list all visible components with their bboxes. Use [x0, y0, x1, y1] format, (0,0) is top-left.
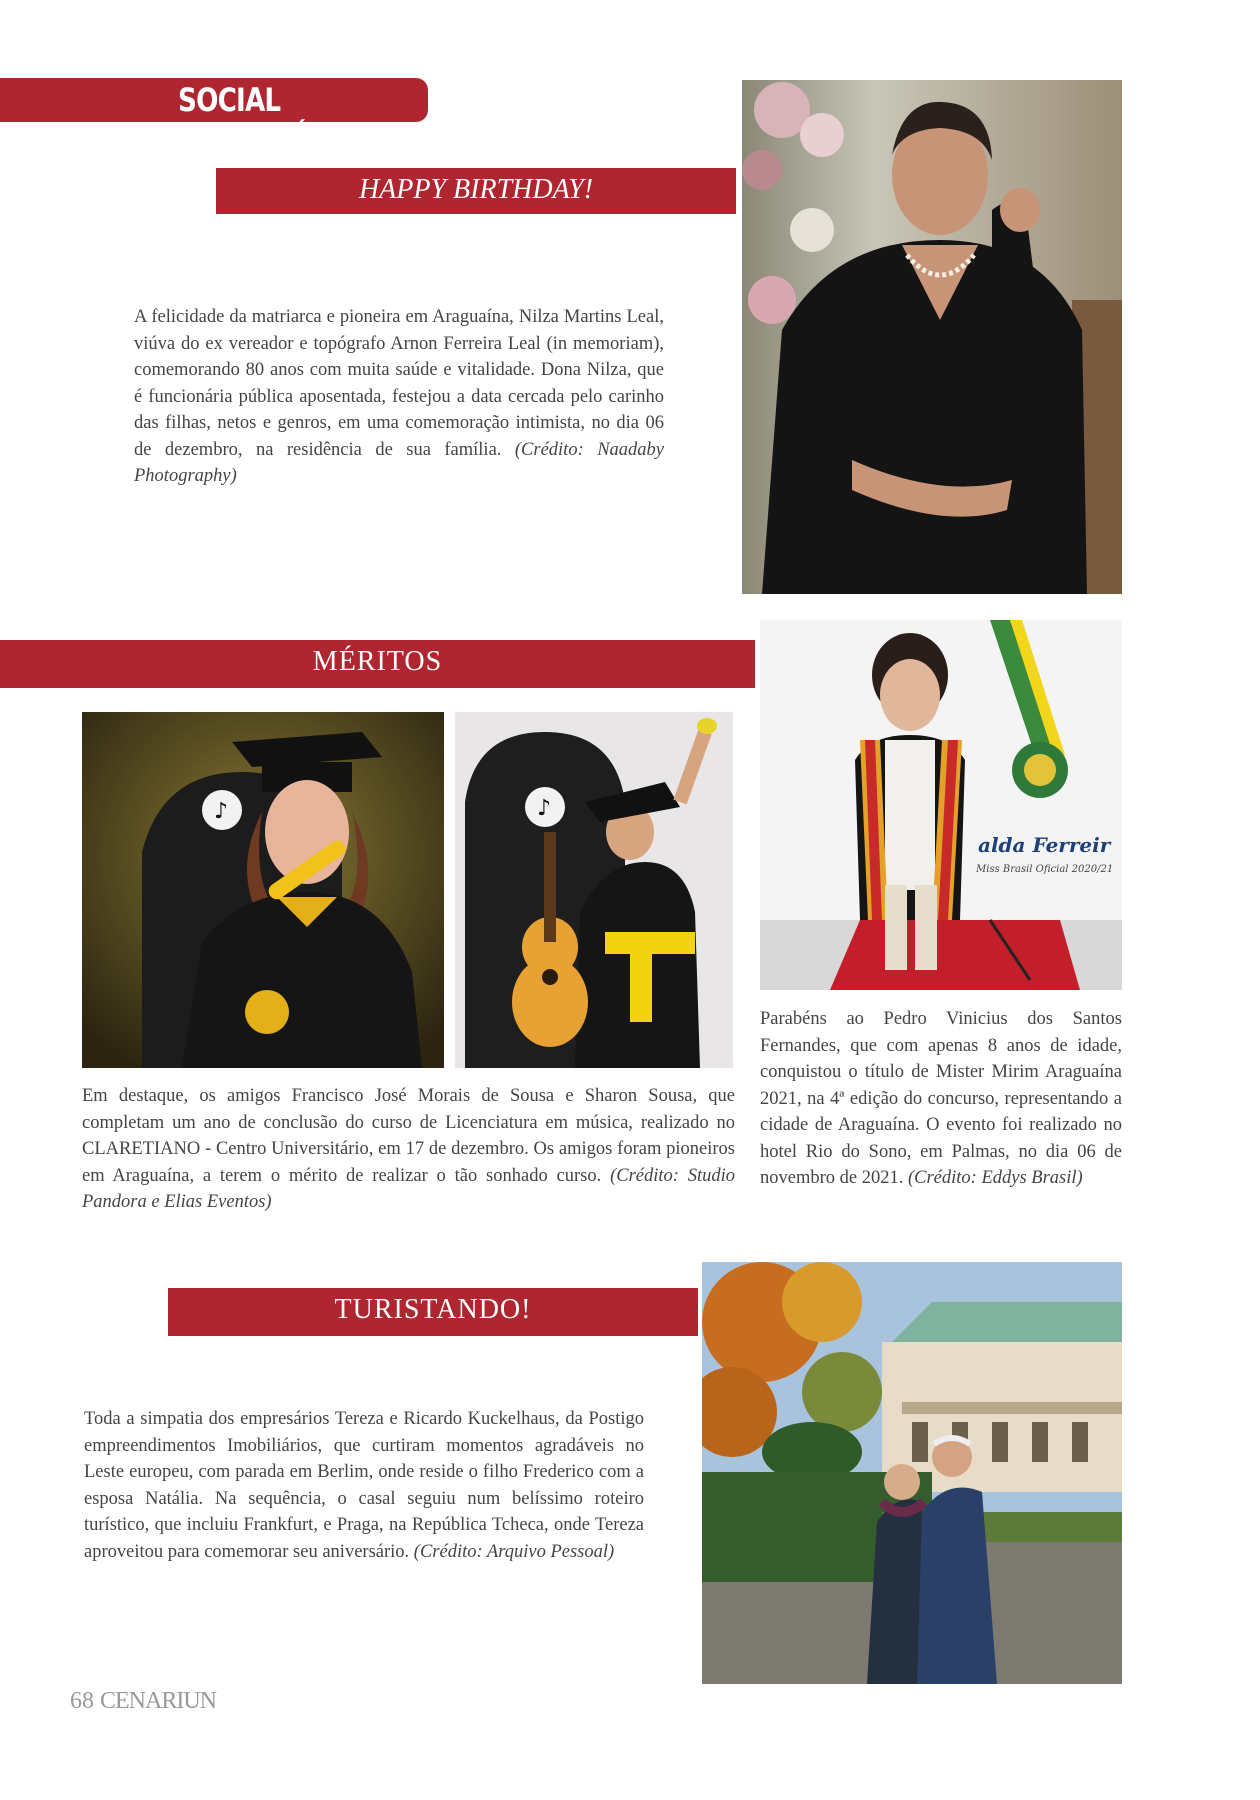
turistando-heading: TURISTANDO! [334, 1294, 532, 1325]
graduation-photo-sharon [82, 712, 444, 1068]
turistando-text [84, 1406, 644, 1565]
meritos-left-text [82, 1083, 735, 1216]
meritos-heading: MÉRITOS [312, 646, 443, 677]
birthday-photo [742, 80, 1122, 594]
birthday-heading-bar [216, 168, 736, 214]
birthday-credit: (Crédito: Naadaby Photography) [134, 439, 664, 486]
turistando-heading-bar [168, 1288, 698, 1336]
meritos-left-credit: (Crédito: Studio Pandora e Elias Eventos) [82, 1165, 736, 1212]
page-footer [70, 1688, 216, 1715]
birthday-heading: HAPPY BIRTHDAY! [358, 174, 594, 205]
turistando-body: Toda a simpatia dos empresários Tereza e Ricardo Kuckelhaus, da Postigo empreendimentos Imobiliários, que curtiram momentos agradáveis no Leste europeu, com parada em Berlim, onde reside o filho Frederico com a esposa Natália. Na sequência, o casal seguiu num belíssimo roteiro turístico, que incluiu Frankfurt, e Praga, na República Tcheca, onde Tereza aproveitou para comemorar seu aniversário. [84, 1409, 644, 1562]
meritos-right-credit: (Crédito: Eddys Brasil) [907, 1168, 1083, 1188]
meritos-right-text [760, 1006, 1122, 1192]
meritos-right-body: Parabéns ao Pedro Vinicius dos Santos Fernandes, que com apenas 8 anos de idade, conquistou o título de Mister Mirim Araguaína 2021, na 4ª edição do concurso, representando a cidade de Araguaína. O evento foi realizado no hotel Rio do Sono, em Palmas, no dia 06 de novembro de 2021. [760, 1009, 1122, 1188]
magazine-name: CENARIUN [100, 1688, 216, 1714]
section-tag [0, 78, 428, 157]
banner-text: alda Ferreir [978, 833, 1111, 857]
svg-text:♪: ♪ [214, 799, 229, 824]
section-title: SOCIAL ARAGUAÍNA [178, 81, 346, 157]
travel-photo [702, 1262, 1122, 1684]
svg-text:♪: ♪ [537, 796, 552, 821]
birthday-body: A felicidade da matriarca e pioneira em Araguaína, Nilza Martins Leal, viúva do ex vereador e topógrafo Arnon Ferreira Leal (in memoriam), comemorando 80 anos com muita saúde e vitalidade. Dona Nilza, que é funcionária pública aposentada, festejou a data cercada pelo carinho das filhas, netos e genros, em uma comemoração intimista, no dia 06 de dezembro, na residência de sua família. [134, 307, 664, 460]
graduation-photo-francisco [455, 712, 733, 1068]
meritos-left-body: Em destaque, os amigos Francisco José Morais de Sousa e Sharon Sousa, que completam um ano de conclusão do curso de Licenciatura em música, realizado no CLARETIANO - Centro Universitário, em 17 de dezembro. Os amigos foram pioneiros em Araguaína, a terem o mérito de realizar o tão sonhado curso. [82, 1086, 735, 1186]
meritos-heading-bar [0, 640, 755, 688]
banner-sub: Miss Brasil Oficial 2020/21 [976, 864, 1114, 875]
mister-mirim-photo [760, 620, 1122, 990]
birthday-text [134, 304, 664, 490]
page-number: 68 [70, 1688, 94, 1714]
turistando-credit: (Crédito: Arquivo Pessoal) [413, 1541, 615, 1562]
